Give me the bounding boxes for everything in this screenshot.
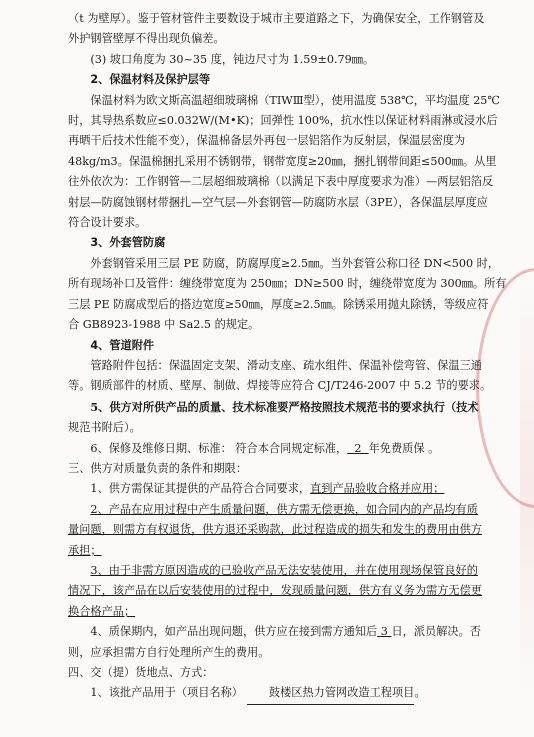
section-heading-delivery: 四、交（提）货地点、方式： xyxy=(68,666,214,679)
section-heading-insulation: 2、保温材料及保护层等 xyxy=(90,73,211,87)
text-line: 5、供方对所供产品的质量、技术标准要严格按照技术规范书的要求执行（技术 xyxy=(90,399,479,414)
warranty-label: 6、保修及维修日期、标准： 符合本合同规定标准， xyxy=(90,441,348,455)
response-days: 3 xyxy=(380,625,388,639)
underlined-text: 换合格产品； xyxy=(68,604,136,618)
text-line: 4、质保期内，如产品出现问题，供方应在接到需方通知后 xyxy=(90,625,378,639)
underlined-text: 量问题，则需方有权退货，供方退还采购款，此过程造成的损失和发生的费用由供方 xyxy=(68,523,482,537)
section-heading-quality-conditions: 三、供方对质量负责的条件和期限： xyxy=(68,461,248,475)
text-line: 外套钢管采用三层 PE 防腐，防腐厚度≥2.5㎜。当外套管公称口径 DN<500 时， xyxy=(90,256,500,270)
text-line: 规范书附后）。 xyxy=(68,421,141,435)
paragraph-fittings xyxy=(68,356,512,397)
clause-non-installation xyxy=(68,561,512,622)
bevel-angle-clause: (3) 坡口角度为 30~35 度，钝边尺寸为 1.59±0.79㎜。 xyxy=(90,52,375,66)
text-line: 管路附件包括：保温固定支架、滑动支座、疏水组件、保温补偿弯管、保温三通 xyxy=(90,358,482,372)
clause-quality-standard xyxy=(68,397,512,439)
underlined-text: 情况下，该产品在以后安装使用的过程中，发现质量问题，供方有义务为需方无偿更 xyxy=(68,584,482,598)
project-name-field: 鼓楼区热力管网改造工程项目 xyxy=(247,683,415,704)
clause-response-time xyxy=(68,622,512,663)
paragraph-anticorrosion xyxy=(68,254,512,336)
warranty-years: 2 xyxy=(354,441,362,455)
clause-warranty xyxy=(68,439,512,459)
text-line: 则，应承担需方自行处理所产生的费用。 xyxy=(68,645,270,659)
text-line: 1、该批产品用于（项目名称） xyxy=(90,686,243,700)
text-line: 时，其导热系数应≤0.032W/(M•K)；回弹性 100%，抗水性以保证材料雨淋或浸水后 xyxy=(68,114,498,128)
clause-conformity xyxy=(68,479,512,499)
text-line: 三层 PE 防腐成型后的搭边宽度≥50㎜，厚度≥2.5㎜。除锈采用抛丸除锈，等级应符 xyxy=(68,297,489,311)
text-line: 往外依次为：工作钢管—二层超细玻璃棉（以满足下表中厚度要求为准）—两层铝箔反 xyxy=(68,175,494,189)
text-line: 等。钢质部件的材质、壁厚、制做、焊接等应符合 CJ/T246-2007 中 5.2 节的要求。 xyxy=(68,379,492,393)
section-heading-fittings: 4、管道附件 xyxy=(90,338,155,352)
text-line: 日，派员解决。否 xyxy=(391,625,481,639)
clause-project-name xyxy=(68,683,512,704)
underlined-text: 承担； xyxy=(68,543,102,557)
text-line: 合 GB8923-1988 中 Sa2.5 的规定。 xyxy=(68,318,260,332)
text-line: 48kg/m3。保温棉捆扎采用不锈钢带，钢带宽度≥20㎜，捆扎钢带间距≤500㎜。从里 xyxy=(68,154,497,168)
text-line: 射层—防腐蚀钢材带捆扎—空气层—外套钢管—防腐防水层（3PE），各保温层厚度应 xyxy=(68,195,488,209)
underlined-text: 3、由于非需方原因造成的已验收产品无法安装使用，并在使用现场保管良好的 xyxy=(90,563,478,577)
paragraph-wall-thickness xyxy=(68,9,512,50)
text-line: 再晒干后技术性能不变），保温棉备层外再包一层铝箔作为反射层，保温层密度为 xyxy=(68,134,466,148)
warranty-suffix: 年免费质保 。 xyxy=(368,441,440,455)
text-line: （t 为壁厚）。鉴于管材管件主要数设于城市主要道路之下，为确保安全，工作钢管及 xyxy=(68,12,485,25)
underlined-text: 2、产品在应用过程中产生质量问题，供方需无偿更换，如合同内的产品均有质 xyxy=(90,502,478,516)
text-line: 保温材料为欧文斯高温超细玻璃棉（TIWⅢ型），使用温度 538℃，平均温度 25℃ xyxy=(90,93,500,107)
text-line: 。 xyxy=(414,686,426,700)
clause-replacement xyxy=(68,500,512,561)
seal-edge-tint xyxy=(520,274,534,694)
paragraph-insulation xyxy=(68,91,512,234)
text-line: 1、供方需保证其提供的产品符合合同要求， xyxy=(90,482,311,496)
section-heading-anticorrosion: 3、外套管防腐 xyxy=(90,236,166,250)
text-line: 外护钢管壁厚不得出现负偏差。 xyxy=(68,32,225,46)
text-line: 所有现场补口及管件：缠绕带宽度为 250㎜；DN≥500 时，缠绕带宽度为 300㎜。所有 xyxy=(68,277,507,291)
underlined-text: 直到产品验收合格并应用； xyxy=(310,482,445,496)
text-line: 符合设计要求。 xyxy=(68,216,147,230)
